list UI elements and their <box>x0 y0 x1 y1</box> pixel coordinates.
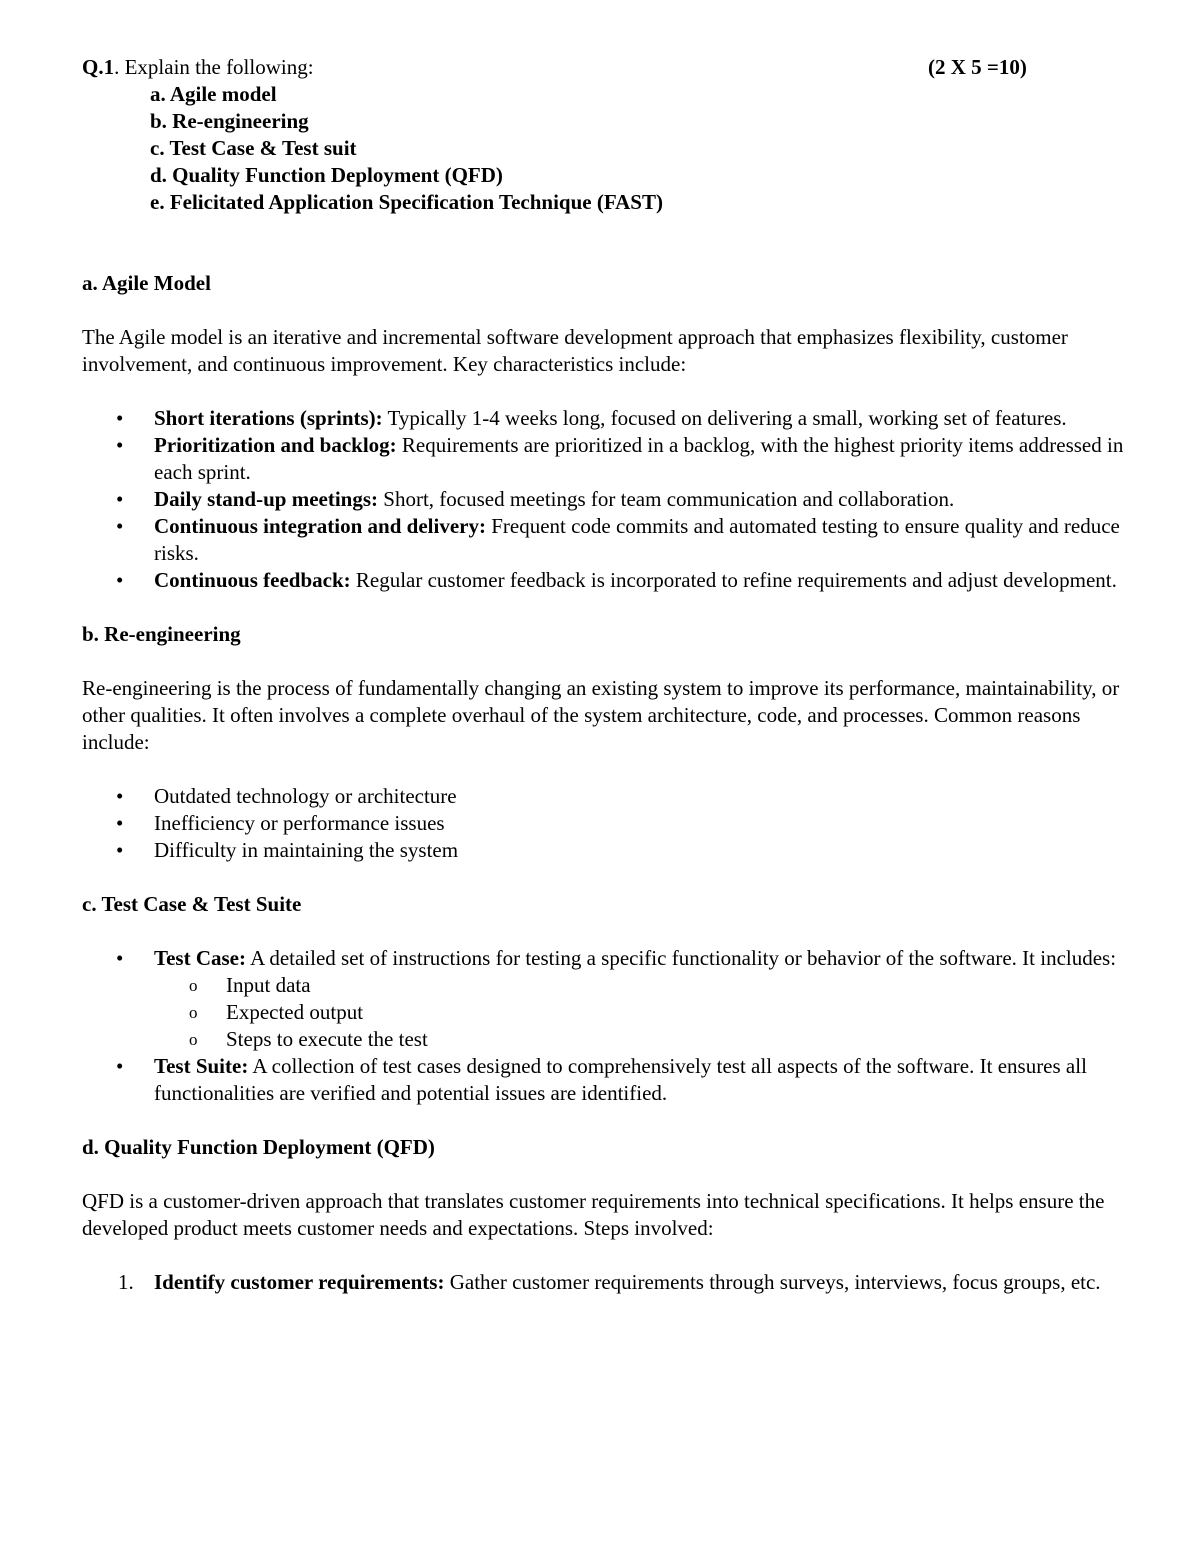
qfd-intro: QFD is a customer-driven approach that translates customer requirements into technical specifications. It helps ensure the developed product meets customer needs and expectations. Steps involved: <box>82 1189 1105 1240</box>
section-title-qfd: d. Quality Function Deployment (QFD) <box>82 1135 435 1159</box>
spacer <box>82 648 1130 675</box>
list-item <box>154 432 1130 486</box>
list-item <box>118 1269 1130 1296</box>
bullet-text: Frequent code commits and automated testing to ensure quality and reduce risks. <box>154 514 1120 565</box>
step-number: 1. <box>118 1270 134 1294</box>
sub-list-item: o Input data <box>226 972 1130 999</box>
spacer <box>82 918 1130 945</box>
question-item: d. Quality Function Deployment (QFD) <box>150 163 503 187</box>
spacer <box>82 297 1130 324</box>
section-title-reengineering: b. Re-engineering <box>82 622 241 646</box>
bullet-term: Test Suite: <box>154 1054 249 1078</box>
spacer <box>82 756 1130 783</box>
qfd-steps <box>82 1269 1130 1296</box>
bullet-text: A collection of test cases designed to comprehensively test all aspects of the software. It ensures all functionalities are verified and potential issues are identified. <box>154 1054 1087 1105</box>
spacer <box>82 1161 1130 1188</box>
question-number-dot: . <box>114 55 125 79</box>
list-item <box>154 513 1130 567</box>
agile-bullets <box>82 405 1130 594</box>
bullet-text: Short, focused meetings for team communication and collaboration. <box>383 487 955 511</box>
testcase-sub-items <box>154 972 1130 1053</box>
section-title-agile: a. Agile Model <box>82 271 211 295</box>
step-term: Identify customer requirements: <box>154 1270 445 1294</box>
list-item <box>154 486 1130 513</box>
list-item <box>154 945 1130 1053</box>
step-text: Gather customer requirements through surveys, interviews, focus groups, etc. <box>449 1270 1101 1294</box>
question-points: (2 X 5 =10) <box>928 55 1027 79</box>
spacer <box>82 216 1130 270</box>
bullet-term: Test Case: <box>154 946 246 970</box>
list-item <box>154 405 1130 432</box>
spacer <box>82 1242 1130 1269</box>
bullet-term: Short iterations (sprints): <box>154 406 383 430</box>
spacer <box>82 864 1130 891</box>
question-number: Q.1 <box>82 55 115 79</box>
question-item: b. Re-engineering <box>150 109 309 133</box>
bullet-text: Regular customer feedback is incorporated to refine requirements and adjust development. <box>355 568 1117 592</box>
list-item: • Outdated technology or architecture <box>154 783 1130 810</box>
agile-intro: The Agile model is an iterative and incremental software development approach that emphasizes flexibility, customer involvement, and continuous improvement. Key characteristics include: <box>82 325 1068 376</box>
bullet-term: Continuous integration and delivery: <box>154 514 486 538</box>
spacer <box>82 378 1130 405</box>
bullet-term: Prioritization and backlog: <box>154 433 397 457</box>
reengineering-intro: Re-engineering is the process of fundamentally changing an existing system to improve its performance, maintainability, or other qualities. It often involves a complete overhaul of the system architecture, code, and processes. Common reasons include: <box>82 676 1120 754</box>
question-header <box>82 54 1130 81</box>
reengineering-bullets <box>82 783 1130 864</box>
bullet-text: A detailed set of instructions for testing a specific functionality or behavior of the software. It includes: <box>250 946 1117 970</box>
list-item: • Inefficiency or performance issues <box>154 810 1130 837</box>
spacer <box>82 1107 1130 1134</box>
question-item: e. Felicitated Application Specification Technique (FAST) <box>150 190 663 214</box>
testcase-bullets <box>82 945 1130 1107</box>
section-title-testcase: c. Test Case & Test Suite <box>82 892 302 916</box>
bullet-term: Daily stand-up meetings: <box>154 487 379 511</box>
sub-list-item: o Steps to execute the test <box>226 1026 1130 1053</box>
question-prompt: Explain the following: <box>124 55 314 79</box>
question-item: c. Test Case & Test suit <box>150 136 357 160</box>
question-items <box>150 81 1130 216</box>
sub-list-item: o Expected output <box>226 999 1130 1026</box>
list-item <box>154 567 1130 594</box>
question-item: a. Agile model <box>150 82 277 106</box>
list-item <box>154 1053 1130 1107</box>
bullet-text: Requirements are prioritized in a backlog, with the highest priority items addressed in each sprint. <box>154 433 1124 484</box>
bullet-text: Typically 1-4 weeks long, focused on delivering a small, working set of features. <box>387 406 1067 430</box>
bullet-term: Continuous feedback: <box>154 568 351 592</box>
spacer <box>82 594 1130 621</box>
list-item: • Difficulty in maintaining the system <box>154 837 1130 864</box>
